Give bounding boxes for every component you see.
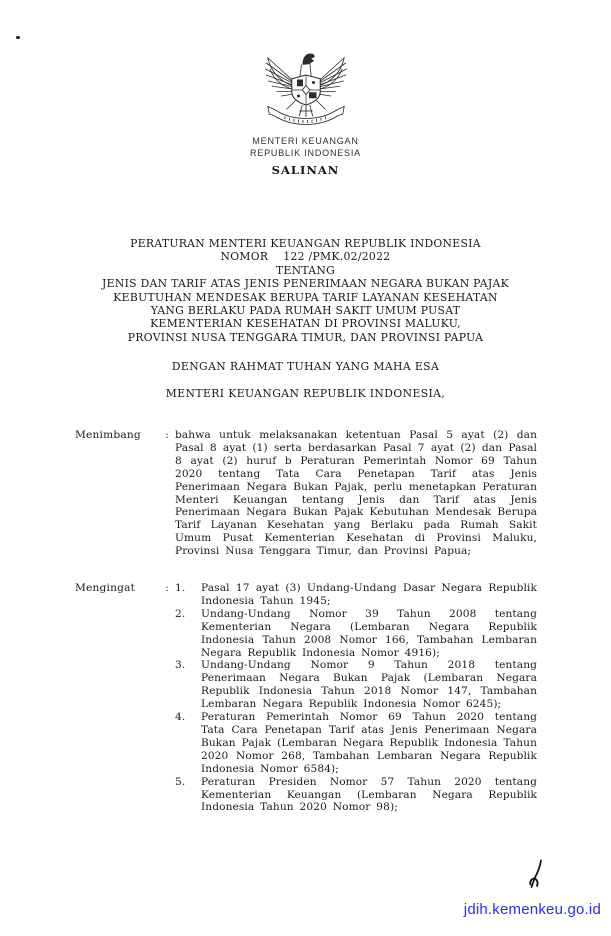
item-text: Peraturan Pemerintah Nomor 69 Tahun 2020 tentang Tata Cara Penetapan Tarif atas Jenis Penerimaan Negara Bukan Pajak (Lembaran Negara Republik Indonesia Tahun 2020 Nomor 268, Tambahan Lembaran Negara Republik Indonesia Nomor 6584); bbox=[201, 711, 537, 775]
item-number: 4. bbox=[175, 711, 186, 724]
title-line-subject-2: KEBUTUHAN MENDESAK BERUPA TARIF LAYANAN KESEHATAN bbox=[113, 290, 498, 304]
letterhead bbox=[0, 51, 611, 177]
title-line-subject-1: JENIS DAN TARIF ATAS JENIS PENERIMAAN NEGARA BUKAN PAJAK bbox=[102, 277, 509, 291]
title-line-regulation: PERATURAN MENTERI KEUANGAN REPUBLIK INDONESIA bbox=[130, 237, 481, 250]
authority-line: MENTERI KEUANGAN REPUBLIK INDONESIA, bbox=[165, 387, 446, 400]
item-number: 3. bbox=[175, 659, 186, 672]
legal-basis-item bbox=[175, 711, 537, 776]
title-line-subject-5: PROVINSI NUSA TENGGARA TIMUR, DAN PROVINSI PAPUA bbox=[127, 330, 484, 344]
invocation-line: DENGAN RAHMAT TUHAN YANG MAHA ESA bbox=[171, 360, 440, 373]
copy-stamp-label: SALINAN bbox=[271, 163, 340, 177]
title-line-subject-3: YANG BERLAKU PADA RUMAH SAKIT UMUM PUSAT bbox=[150, 304, 461, 318]
considering-section bbox=[75, 429, 537, 558]
item-text: Pasal 17 ayat (3) Undang-Undang Dasar Negara Republik Indonesia Tahun 1945; bbox=[201, 582, 537, 607]
regulation-title bbox=[0, 237, 611, 344]
legal-basis-label: Mengingat bbox=[75, 582, 136, 594]
considering-label: Menimbang bbox=[75, 429, 141, 441]
title-line-subject-4: KEMENTERIAN KESEHATAN DI PROVINSI MALUKU, bbox=[150, 317, 461, 331]
ministry-country-line: REPUBLIK INDONESIA bbox=[250, 148, 361, 158]
legal-basis-section bbox=[75, 582, 537, 814]
ministry-name-line: MENTERI KEUANGAN bbox=[252, 136, 359, 146]
legal-basis-separator: : bbox=[165, 582, 169, 594]
scan-artifact-dot bbox=[16, 36, 20, 39]
legal-basis-item bbox=[175, 659, 537, 711]
item-text: Peraturan Presiden Nomor 57 Tahun 2020 tentang Kementerian Keuangan (Lembaran Negara Republik Indonesia Tahun 2020 Nomor 98); bbox=[201, 775, 537, 814]
title-line-tentang: TENTANG bbox=[275, 263, 336, 277]
garuda-pancasila-emblem bbox=[264, 51, 348, 129]
item-text: Undang-Undang Nomor 9 Tahun 2018 tentang Penerimaan Negara Bukan Pajak (Lembaran Negara Republik Indonesia Tahun 2018 Nomor 147, Tambahan Lembaran Negara Republik Indonesia Nomor 6245); bbox=[201, 659, 537, 711]
item-text: Undang-Undang Nomor 39 Tahun 2008 tentang Kementerian Negara (Lembaran Negara Republik Indonesia Tahun 2008 Nomor 166, Tambahan Lembaran Negara Republik Indonesia Nomor 4916); bbox=[201, 607, 537, 659]
legal-basis-item bbox=[175, 582, 537, 608]
jdih-watermark: jdih.kemenkeu.go.id bbox=[463, 901, 601, 918]
item-number: 2. bbox=[175, 607, 186, 620]
handwritten-initial-mark bbox=[525, 859, 547, 889]
considering-text: bahwa untuk melaksanakan ketentuan Pasal 5 ayat (2) dan Pasal 8 ayat (1) serta berdasarkan Pasal 7 ayat (2) dan Pasal 8 ayat (2) huruf b Peraturan Pemerintah Nomor 69 Tahun 2020 tentang Tata Cara Penetapan Tarif atas Jenis Penerimaan Negara Bukan Pajak, perlu menetapkan Peraturan Menteri Keuangan tentang Jenis dan Tarif atas Jenis Penerimaan Negara Bukan Pajak Kebutuhan Mendesak Berupa Tarif Layanan Kesehatan yang Berlaku pada Rumah Sakit Umum Pusat Kementerian Kesehatan di Provinsi Maluku, Provinsi Nusa Tenggara Timur, dan Provinsi Papua; bbox=[175, 429, 537, 558]
legal-basis-item bbox=[175, 776, 537, 815]
considering-separator: : bbox=[165, 429, 169, 441]
legal-basis-list bbox=[175, 582, 537, 814]
item-number: 1. bbox=[175, 582, 186, 594]
item-number: 5. bbox=[175, 775, 186, 788]
legal-basis-item bbox=[175, 608, 537, 660]
title-line-number: NOMOR 122 /PMK.02/2022 bbox=[220, 250, 391, 264]
